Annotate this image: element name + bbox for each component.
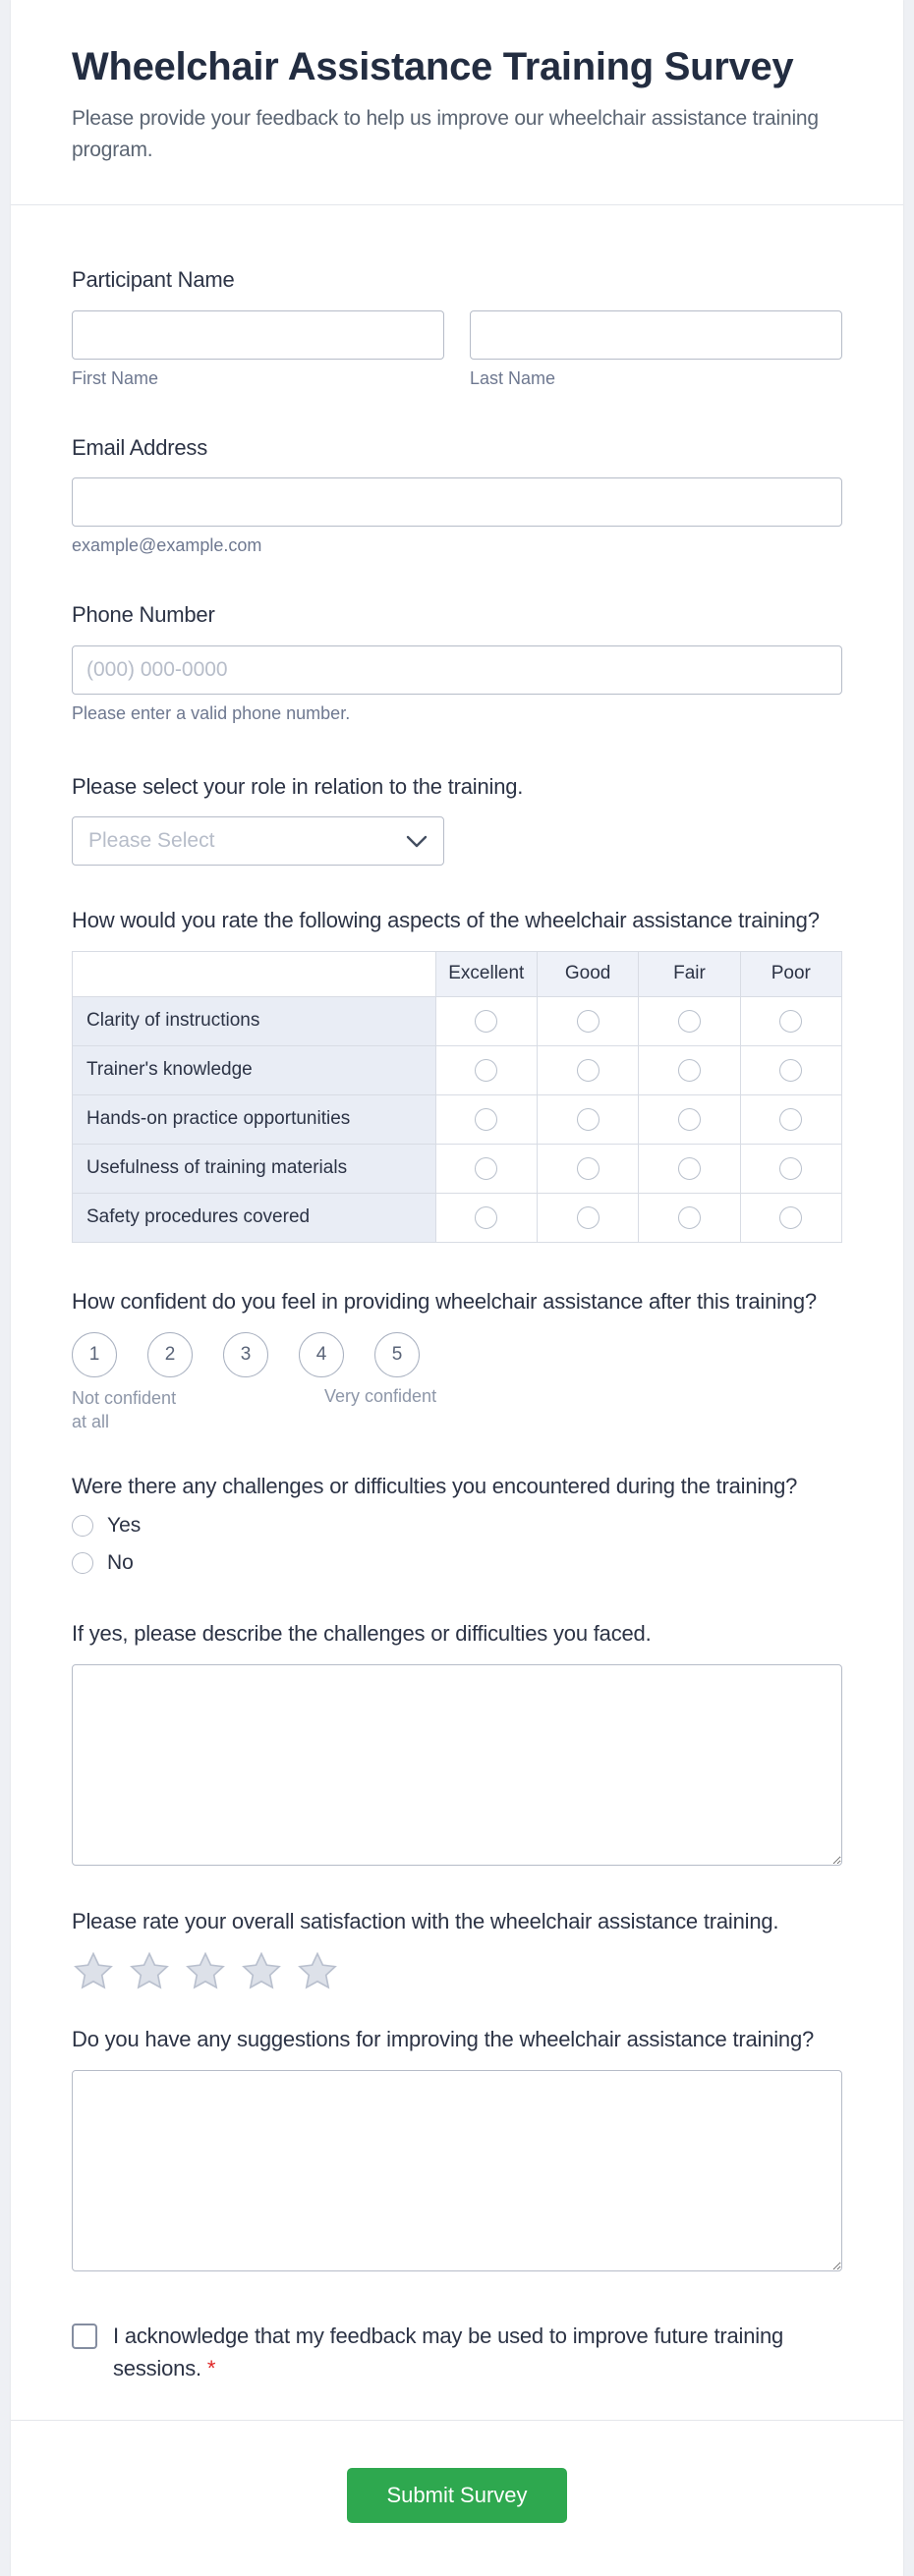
- radio-option-yes[interactable]: [72, 1514, 842, 1538]
- form-title: Wheelchair Assistance Training Survey: [72, 45, 794, 88]
- confidence-scale: [72, 1332, 842, 1377]
- first-name-col: [72, 310, 444, 389]
- suggestions-field: [72, 2026, 842, 2276]
- matrix-row-label: Hands-on practice opportunities: [73, 1094, 436, 1144]
- challenges-label: Were there any challenges or difficulties you encountered during the training?: [72, 1473, 798, 1498]
- matrix-field: [72, 907, 842, 1243]
- radio-icon[interactable]: [72, 1552, 93, 1574]
- acknowledge-label: [113, 2320, 842, 2384]
- scale-max-label: Very confident: [324, 1385, 437, 1406]
- confidence-label: How confident do you feel in providing wheelchair assistance after this training?: [72, 1288, 817, 1314]
- first-name-input[interactable]: [72, 310, 444, 360]
- radio-option-no[interactable]: [72, 1551, 842, 1575]
- matrix-radio[interactable]: [678, 1108, 701, 1131]
- chevron-down-icon: [406, 835, 428, 848]
- matrix-radio[interactable]: [779, 1206, 802, 1229]
- table-row: [73, 1045, 842, 1094]
- scale-option-3[interactable]: 3: [223, 1332, 268, 1377]
- role-field: [72, 773, 842, 867]
- matrix-radio[interactable]: [475, 1010, 497, 1033]
- last-name-col: [470, 310, 842, 389]
- matrix-row-label: Trainer's knowledge: [73, 1045, 436, 1094]
- matrix-radio[interactable]: [779, 1157, 802, 1180]
- matrix-radio[interactable]: [577, 1206, 600, 1229]
- star-icon[interactable]: [184, 1949, 227, 1992]
- scale-labels: [72, 1386, 842, 1435]
- email-field: [72, 434, 842, 557]
- form-header: [11, 0, 903, 165]
- matrix-radio[interactable]: [779, 1108, 802, 1131]
- matrix-column-header: Poor: [740, 951, 841, 996]
- matrix-radio[interactable]: [577, 1059, 600, 1082]
- satisfaction-field: [72, 1908, 842, 1993]
- matrix-radio[interactable]: [779, 1010, 802, 1033]
- matrix-radio[interactable]: [475, 1157, 497, 1180]
- acknowledge-checkbox[interactable]: [72, 2324, 97, 2349]
- matrix-row-label: Usefulness of training materials: [73, 1144, 436, 1193]
- matrix-radio[interactable]: [678, 1206, 701, 1229]
- last-name-input[interactable]: [470, 310, 842, 360]
- challenges-detail-field: [72, 1620, 842, 1871]
- table-row: [73, 996, 842, 1045]
- scale-option-1[interactable]: 1: [72, 1332, 117, 1377]
- acknowledge-field: [72, 2320, 842, 2384]
- participant-name-label: Participant Name: [72, 267, 235, 292]
- matrix-header-row: [73, 951, 842, 996]
- phone-field: [72, 601, 842, 724]
- matrix-column-header: Excellent: [435, 951, 537, 996]
- star-icon[interactable]: [296, 1949, 339, 1992]
- required-asterisk: *: [206, 2355, 216, 2380]
- matrix-column-header: Good: [537, 951, 638, 996]
- email-label: Email Address: [72, 434, 208, 460]
- role-select[interactable]: [72, 816, 444, 866]
- matrix-column-header: Fair: [639, 951, 740, 996]
- header-divider: [11, 204, 903, 205]
- email-sublabel: example@example.com: [72, 535, 262, 556]
- matrix-row-label: Safety procedures covered: [73, 1193, 436, 1242]
- matrix-radio[interactable]: [678, 1010, 701, 1033]
- role-label: Please select your role in relation to the training.: [72, 773, 524, 799]
- matrix-label: How would you rate the following aspects of the wheelchair assistance training?: [72, 908, 820, 933]
- table-row: [73, 1193, 842, 1242]
- table-row: [73, 1094, 842, 1144]
- star-rating: [72, 1949, 842, 1992]
- form-footer: [11, 2420, 903, 2576]
- radio-icon[interactable]: [72, 1515, 93, 1537]
- suggestions-textarea[interactable]: [72, 2070, 842, 2271]
- star-icon[interactable]: [240, 1949, 283, 1992]
- challenges-field: [72, 1473, 842, 1576]
- form-body: [11, 266, 903, 2384]
- matrix-corner-cell: [73, 951, 436, 996]
- acknowledge-text: I acknowledge that my feedback may be used to improve future training sessions.: [113, 2323, 784, 2380]
- matrix-radio[interactable]: [475, 1108, 497, 1131]
- matrix-radio[interactable]: [678, 1157, 701, 1180]
- last-name-sublabel: Last Name: [470, 367, 556, 388]
- form-card: [11, 0, 903, 2576]
- matrix-radio[interactable]: [577, 1010, 600, 1033]
- challenges-detail-label: If yes, please describe the challenges or difficulties you faced.: [72, 1621, 652, 1647]
- participant-name-field: [72, 266, 842, 389]
- matrix-radio[interactable]: [678, 1059, 701, 1082]
- first-name-sublabel: First Name: [72, 367, 159, 388]
- role-select-value: Please Select: [88, 829, 215, 853]
- rating-table: [72, 951, 842, 1243]
- scale-option-5[interactable]: 5: [374, 1332, 420, 1377]
- suggestions-label: Do you have any suggestions for improving the wheelchair assistance training?: [72, 2027, 815, 2052]
- scale-min-label: Not confident at all: [72, 1387, 177, 1431]
- matrix-radio[interactable]: [577, 1108, 600, 1131]
- phone-label: Phone Number: [72, 602, 215, 628]
- confidence-field: [72, 1288, 842, 1435]
- table-row: [73, 1144, 842, 1193]
- phone-sublabel: Please enter a valid phone number.: [72, 702, 351, 723]
- form-subtitle: Please provide your feedback to help us improve our wheelchair assistance training program.: [72, 107, 819, 161]
- matrix-radio[interactable]: [475, 1059, 497, 1082]
- matrix-radio[interactable]: [577, 1157, 600, 1180]
- email-input[interactable]: [72, 477, 842, 527]
- phone-input[interactable]: [72, 645, 842, 695]
- radio-option-label: Yes: [107, 1514, 142, 1538]
- challenges-textarea[interactable]: [72, 1664, 842, 1866]
- radio-option-label: No: [107, 1551, 134, 1575]
- matrix-radio[interactable]: [475, 1206, 497, 1229]
- scale-option-2[interactable]: 2: [147, 1332, 193, 1377]
- matrix-radio[interactable]: [779, 1059, 802, 1082]
- satisfaction-label: Please rate your overall satisfaction with the wheelchair assistance training.: [72, 1908, 779, 1933]
- submit-button[interactable]: Submit Survey: [347, 2468, 567, 2523]
- scale-option-4[interactable]: 4: [299, 1332, 344, 1377]
- star-icon[interactable]: [72, 1949, 115, 1992]
- star-icon[interactable]: [128, 1949, 171, 1992]
- matrix-row-label: Clarity of instructions: [73, 996, 436, 1045]
